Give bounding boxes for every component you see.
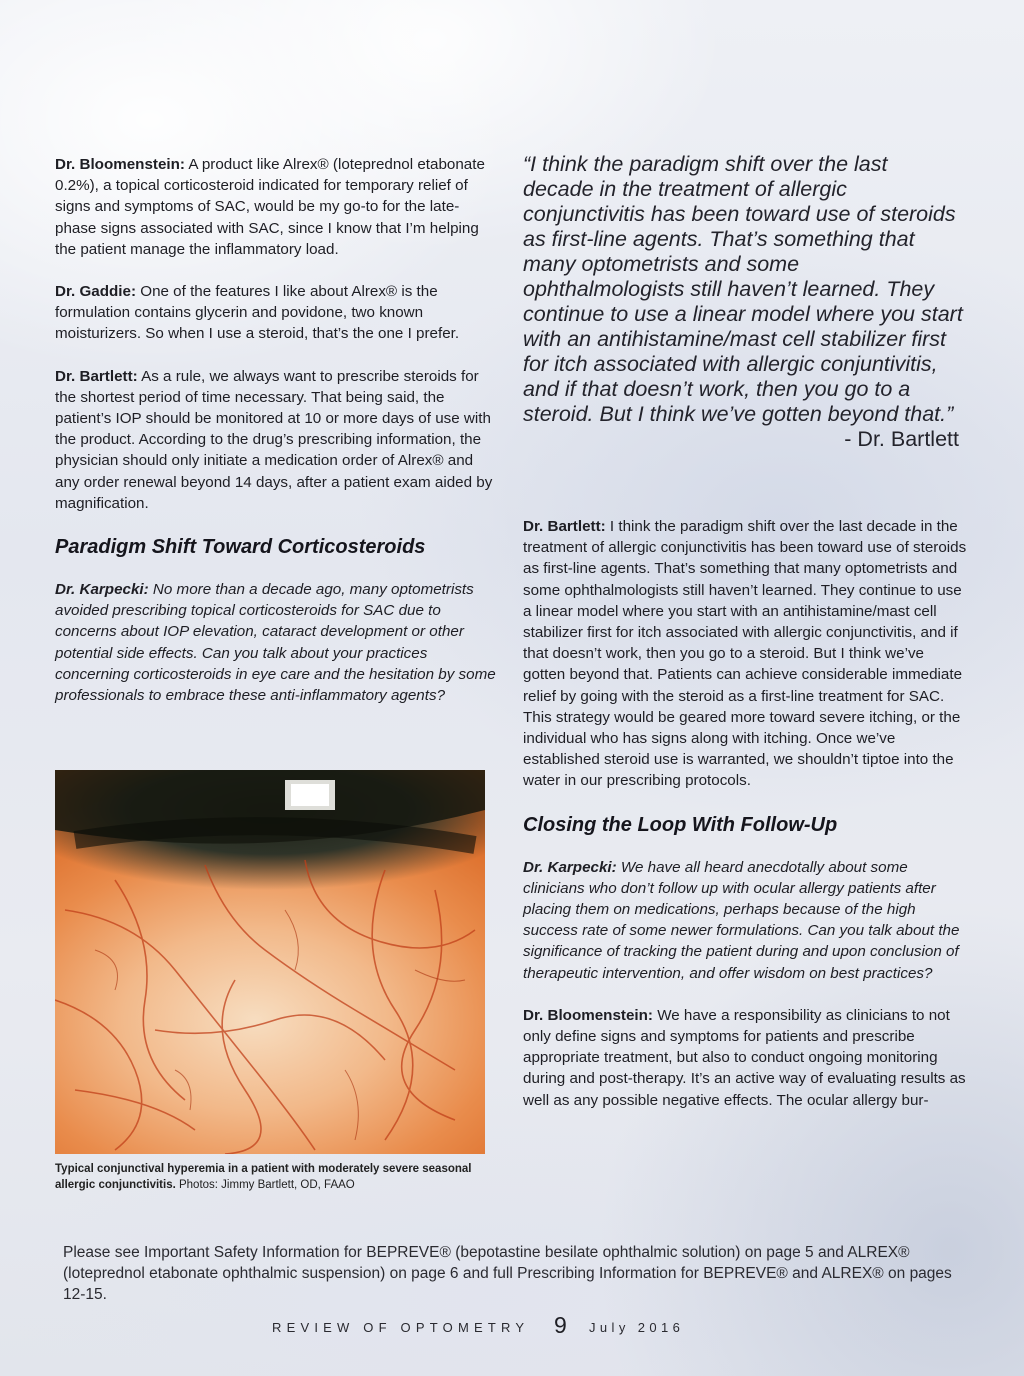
section-heading-paradigm-shift: Paradigm Shift Toward Corticosteroids	[55, 536, 426, 559]
paragraph-text: I think the paradigm shift over the last decade in the treatment of allergic conjunctivitis has been toward use of steroids as first-line agents. That’s something that many optometrists and some ophthalmologists still haven’t learned. They continue to use a linear model where you start with an antihistamine/mast cell stabilizer first for itch associated with allergic conjunctivitis, and if that doesn’t work, then you go to a steroid. But I think we’ve gotten beyond that. Patients can achieve considerable immediate relief by going with the steroid as a first-line treatment for SAC. This strategy would be geared more toward severe itching, or the individual who has signs along with itching. Once we’ve established steroid use is warranted, we shouldn’t tiptoe into the water in our prescribing protocols.	[523, 518, 967, 790]
safety-information-footnote: Please see Important Safety Information for BEPREVE® (bepotastine besilate ophthalmic solution) on page 5 and ALREX® (loteprednol etabonate ophthalmic suspension) on page 6 and full Prescribing Information for BEPREVE® and ALREX® on pages 12-15.	[63, 1244, 952, 1303]
conjunctival-hyperemia-photo	[55, 770, 485, 1154]
pull-quote-attribution: - Dr. Bartlett	[844, 427, 959, 451]
speaker-name: Dr. Gaddie:	[55, 283, 137, 301]
speaker-name: Dr. Karpecki:	[55, 581, 149, 599]
caption-description: Typical conjunctival hyperemia in a patient with moderately severe seasonal allergic conjunctivitis.	[55, 1163, 472, 1191]
speaker-name: Dr. Karpecki:	[523, 858, 617, 876]
speaker-name: Dr. Bloomenstein:	[523, 1006, 653, 1024]
page-footer	[0, 1312, 1024, 1342]
paragraph-bloomenstein-1	[55, 154, 500, 260]
speaker-name: Dr. Bartlett:	[55, 367, 138, 385]
pull-quote	[523, 152, 963, 452]
right-column	[523, 516, 969, 1132]
speaker-name: Dr. Bartlett:	[523, 518, 606, 535]
paragraph-text: A product like Alrex® (loteprednol etabonate 0.2%), a topical corticosteroid indicated for temporary relief of signs and symptoms of SAC, would be my go-to for the late-phase signs associated with SAC, since I know that I’m helping the patient manage the inflammatory load.	[55, 156, 485, 258]
paragraph-text: As a rule, we always want to prescribe steroids for the shortest period of time necessary. That being said, the patient’s IOP should be monitored at 10 or more days of use with the product. According to the drug’s prescribing information, the physician should only initiate a medication order of Alrex® and any order renewal beyond 14 days, after a patient exam aided by magnification.	[55, 367, 493, 512]
paragraph-text: No more than a decade ago, many optometrists avoided prescribing topical corticosteroids for SAC due to concerns about IOP elevation, cataract development or other potential side effects. Can you talk about your practices concerning corticosteroids in eye care and the hesitation by some professionals to embrace these anti-inflammatory agents?	[55, 581, 496, 705]
paragraph-bartlett-2	[523, 516, 969, 792]
page-number: 9	[554, 1312, 567, 1338]
paragraph-gaddie	[55, 281, 500, 345]
question-karpecki-2	[523, 857, 969, 984]
caption-credit: Photos: Jimmy Bartlett, OD, FAAO	[175, 1179, 355, 1191]
issue-date: July 2016	[589, 1320, 685, 1335]
figure-caption	[55, 1161, 495, 1193]
section-heading-follow-up: Closing the Loop With Follow-Up	[523, 813, 838, 836]
paragraph-text: We have a responsibility as clinicians to not only define signs and symptoms for patients and prescribe appropriate treatment, but also to conduct ongoing monitoring during and post-therapy. It’s an active way of evaluating results as well as any possible negative effects. The ocular allergy bur-	[523, 1006, 966, 1109]
question-karpecki-1	[55, 579, 500, 706]
blood-vessels-illustration	[55, 770, 485, 1154]
pull-quote-text: “I think the paradigm shift over the last decade in the treatment of allergic conjunctivitis has been toward use of steroids as first-line agents. That’s something that many optometrists and some ophthalmologists still haven’t learned. They continue to use a linear model where you start with an antihistamine/mast cell stabilizer first for itch associated with allergic conjuntivitis, and if that doesn’t work, then you go to a steroid. But I think we’ve gotten beyond that.”	[523, 152, 963, 426]
paragraph-text: We have all heard anecdotally about some clinicians who don’t follow up with ocular allergy patients after placing them on medications, perhaps because of the high success rate of some newer formulations. Can you talk about the significance of tracking the patient during and upon conclusion of therapeutic intervention, and offer wisdom on best practices?	[523, 858, 960, 982]
paragraph-bartlett-1	[55, 366, 500, 514]
paragraph-text: One of the features I like about Alrex® is the formulation contains glycerin and povidone, two known moisturizers. So when I use a steroid, that’s the one I prefer.	[55, 283, 460, 343]
speaker-name: Dr. Bloomenstein:	[55, 156, 185, 173]
left-column	[55, 154, 500, 727]
paragraph-bloomenstein-2	[523, 1005, 969, 1111]
magazine-name: REVIEW OF OPTOMETRY	[272, 1320, 530, 1335]
